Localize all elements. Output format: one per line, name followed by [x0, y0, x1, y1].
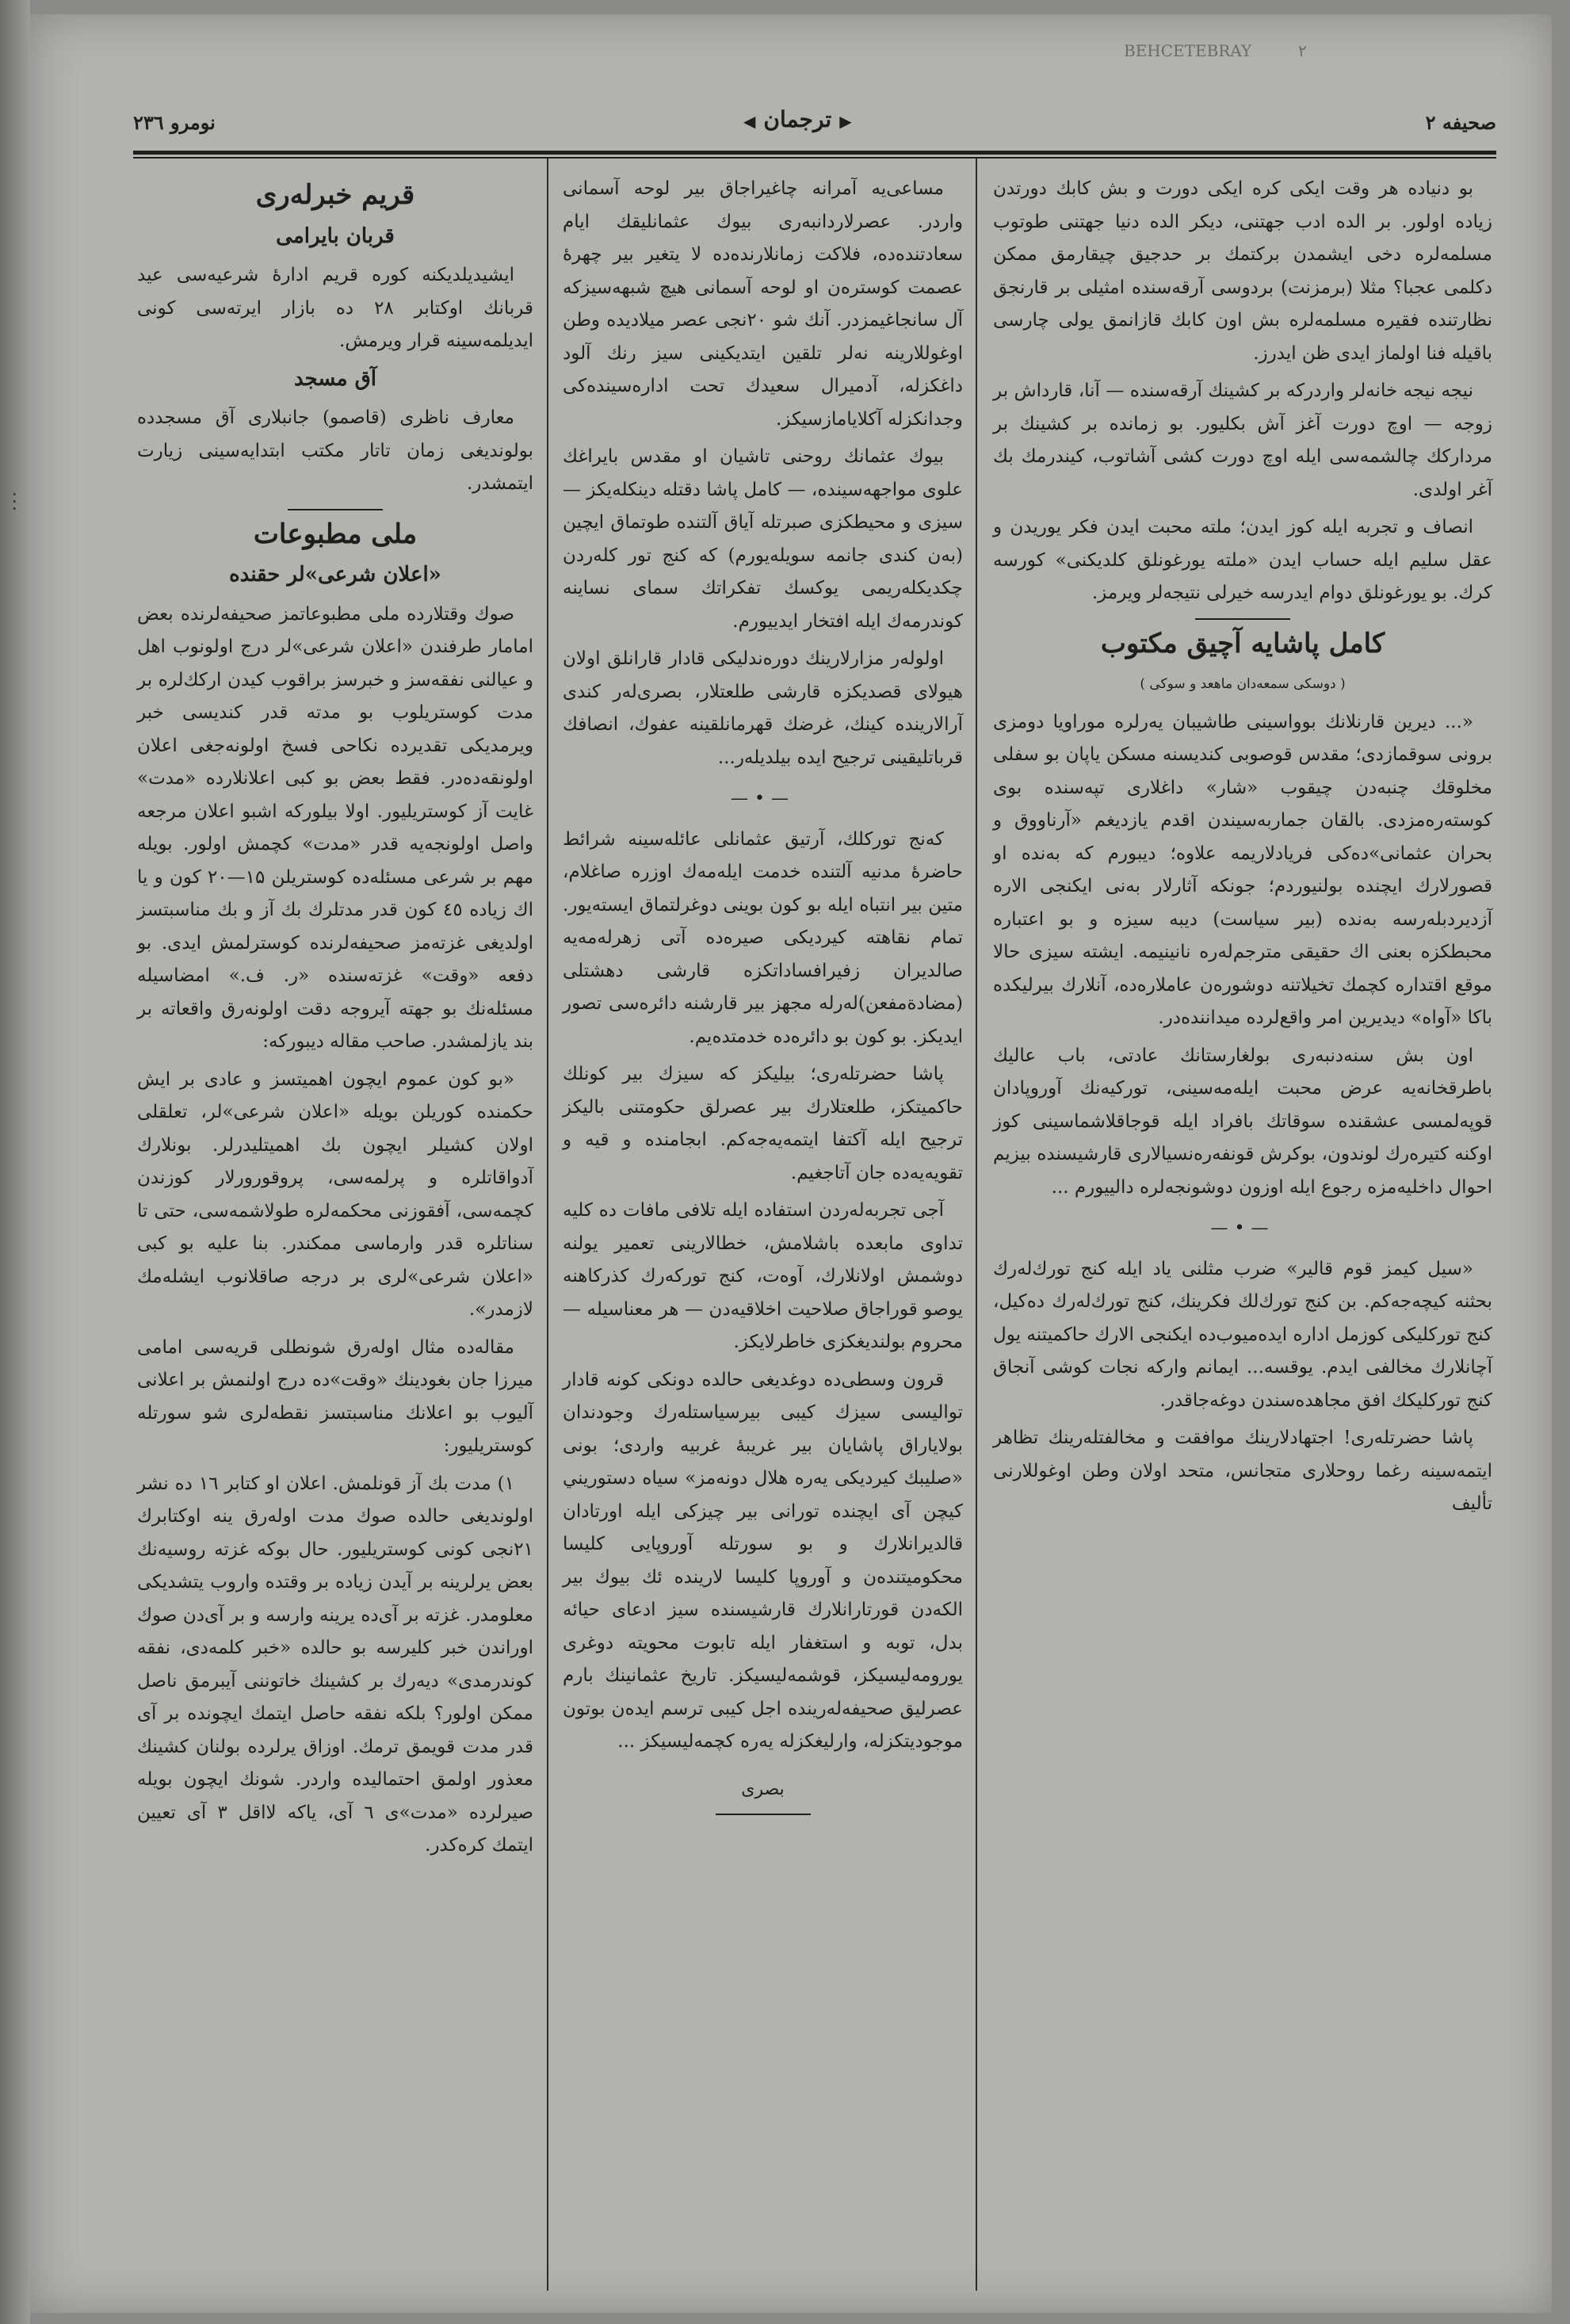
paragraph: «بو كون عموم ايچون اهميتسز و عادى بر ايش حكمنده كوريلن بويله «اعلان شرعى»لر، تعلقلى اولان كشيلر ايچون بك اهميتليدرلر. بونلارك آدواقاتلره و پرلمه‌سى، پروقورورلار كوزندن كچمه‌سى، آفقوزنى محكمه‌لره طولاشمه‌سى، حتى تا سناتلره قدر وارماسى ممكندر. بنا عليه بو كبى «اعلان شرعى»لرى بر درجه صاقلانوب ايشلەمك لازمدر». [137, 1068, 533, 1320]
paragraph: كەنج توركلك، آرتيق عثمانلى عائله‌سينه شرائط حاضرهٔ مدنيه آلتنده خدمت ايله‌مەك اوزره صاغلام، متين بير انتباه ايله بو كون بوينى دوغرلتماق ايستەيور. تمام نقاهته كيرديكى صيره‌ده آتى زهرله‌مەيه صالديران زفيرافساداتكزه قارشى دهشتلى (مضادةمفعن)لەرله مجهز بير قارشنه دائره‌سى تصور ايديكز. بو كون بو دائره‌ده خدمتده‌يم. [563, 828, 963, 1047]
header-rule-thin [133, 157, 1496, 159]
section-divider [1195, 618, 1290, 620]
page-number: صحيفه ۲ [1425, 111, 1496, 134]
subheading: آق مسجد [294, 366, 376, 391]
issue-number: نومرو ۲۳٦ [133, 111, 216, 134]
header-rule [133, 151, 1496, 155]
paragraph: پاشا حضرتلەرى! اجتهادلارينك موافقت و مخالفتلەرينك تظاهر ايتمه‌سينه رغما روحلارى متجانس، متحد اولان وطن اوغوللارنى تأليف [993, 1428, 1492, 1514]
section-title-press: ملى مطبوعات [253, 518, 418, 550]
side-margin-text: ... [9, 491, 29, 513]
top-faint-text: BEHCETEBRAY [1124, 41, 1252, 60]
paragraph: اون بش سنه‌دنبەرى بولغارستانك عادتى، باب عاليك باطرقخانه‌يه عرض محبت ايله‌مه‌سينى، توركيه‌نك آوروپادان قوپه‌لمسى عشقنده سوقاتك بافراد ايله قوجاقلاشماسينى كوز اوكنه كتيره‌رك لوندون، بوكرش قونفه‌ره‌نسيالارى قارشيسنده بيزيم احوال داخليه‌مزه رجوع ايله اوزون دوشونجه‌لره دالييورم ... [993, 1045, 1492, 1198]
section-divider [288, 509, 383, 510]
paragraph: قرون وسطى‌ده دوغديغى حالده دونكى كونه قادار تواليسى سيزك كيبى بيرسياستلەرك وجودندان بولاياراق پاشايان بير غريبهٔ غربيه واردى؛ بونى «صليبك كيرديكى يه‌ره هلال دونه‌مز» سياه دستوريني كيچن آى ايچنده تورانى بير چيزكى ايله اورتادان قالديرانلارك و بو سورتله آوروپايى كليسا محكوميتندەن و آوروپا كليسا لاريندە ئك بيوك بير الكه‌دن قورتارانلارك قارشيسنده سيز ادعاى حيائه بدل، توبه و استغفار ايله تابوت محويته دوغرى يورومه‌ليسيكز، قوشمه‌ليسيكز. تاريخ عثمانينك بارم عصرليق صحيفه‌لەرينده اجل كيبى ترسم ايدەن بوتون موجوديتكزله، وارليغكزله يه‌ره كچمه‌ليسيكز ... [563, 1369, 963, 1752]
column-right [993, 173, 1492, 1526]
separator: —•— [731, 789, 795, 808]
page-header [133, 101, 1496, 149]
article-end-rule [716, 1814, 811, 1815]
separator: —•— [1210, 1218, 1275, 1238]
paragraph: انصاف و تجربه ايله كوز ايدن؛ ملته محبت ايدن فكر يوريدن و عقل سليم ايله حساب ايدن «ملته يورغونلق كلديكنى» كورسه كرك. بو يورغونلق دوام ايدرسه خيرلى نتيجه‌لر ويرمز. [993, 517, 1492, 603]
section-title-crimea: قريم خبرلەرى [255, 179, 415, 211]
subheading: «اعلان شرعى»لر حقنده [229, 563, 441, 587]
paragraph: ايشيديلديكنه كوره قريم ادارهٔ شرعيه‌سى عيد قربانك اوكتابر ۲۸ ده بازار ايرتەسى كونى ايديلمه‌سينه قرار ويرمش. [137, 265, 533, 351]
paragraph: بيوك عثمانك روحنى تاشيان او مقدس بايراغك علوى مواجهه‌سينده، — كامل پاشا دقتله دينكله‌يكز — سيزى و محيطكزى صبرتله آياق آلتنده طوتماق ايچين (بەن كندى جانمه سويله‌يورم) كه كنج تور كله‌ردن چكديكله‌ريمى يوكسك تفكراتك سماى نساينه كوندرمه‌ك ايله افتخار ايدييورم. [563, 446, 963, 632]
paragraph: معارف ناظرى (قاصمو) جانبلارى آق مسجدده بولونديغى زمان تاتار مكتب ابتدايه‌سينى زيارت ايتمشدر. [137, 407, 533, 494]
paragraph: پاشا حضرتلەرى؛ بيليكز كه سيزك بير كونلك حاكميتكز، طلعتلارك بير عصرلق حكومتنى باليكز ترجيح ايله آكتفا ايتمه‌يه‌جه‌كم. ابجامنده و قيه و تقويه‌يه‌ده جان آتاجغيم. [563, 1064, 963, 1183]
paragraph: اولولەر مزارلارينك دوره‌ندليكى قادار قارانلق اولان هيولاى قصديكزه قارشى طلعتلار، بصرى‌لەر كندى آرالارينده كينك، غرضك قهرمانلقينه عفوك، انصافك قرباتليقينى ترجيح ايده بيلديلەر... [563, 648, 963, 768]
paragraph: مساعى‌يه آمرانه چاغيراجاق بير لوحه آسمانى واردر. عصرلاردانبەرى بيوك عثمانليقك ايام سعادتنده‌ده، فلاكت زمانلارنده‌ده لا يتغير بير چهرهٔ عصمت كوسترەن او لوحه آسمانى هيچ شبهه‌سيزكه آل سانجاغيمزدر. آنك شو ۲۰نجى عصر ميلاديده وطن اوغوللارينه نه‌لر تلقين ايتديكينى سيز رنك آلود داغكزله، آدميرال سعيدك تحت اداره‌سينده‌كى وجدانكزله آكلايامازسيكز. [563, 178, 964, 430]
column-middle [563, 173, 963, 1823]
newspaper-name: ▶ ترجمان ◀ [735, 106, 860, 132]
paragraph: «سيل كيمز قوم قالير» ضرب مثلنى ياد ايله كنج تورك‌لەرك بحثنه كيچه‌جه‌كم. بن كنج تورك‌لك فكرينك، كنج تورك‌لەرك ده‌كيل، كنج توركليكى كوزمل اداره ايده‌ميوب‌ده ايكنجى الارك حاكميتنه يول آچانلارك مخالفى ايدم. يوقسه... ايمانم واركه نجات كوشى آنجاق كنج توركليكك افق مجاهده‌سندن دوغه‌جاقدر. [993, 1258, 1492, 1411]
top-faint-number: ۲ [1298, 41, 1307, 60]
column-left [137, 173, 533, 1867]
article-title: كامل پاشايه آچيق مكتوب [1100, 627, 1385, 659]
signature: بصرى [741, 1779, 785, 1799]
column-divider-right [976, 159, 977, 2291]
article-subtitle: ( دوسكى سمعه‌دان ماهعد و سوكى ) [1140, 676, 1346, 692]
column-divider-left [547, 159, 548, 2291]
paragraph: صوك وقتلارده ملى مطبوعاتمز صحيفه‌لرنده بعض امامار طرفندن «اعلان شرعى»لر درج اولونوب اهل و عيالنى نفقه‌سز و خبرسز براقوب كيدن اركك‌لره بر مدت كوستريلوب بو مدته قدر كنديسى خبر ويرمديكى تقديرده نكاحى فسخ اولونه‌جغى اعلان اولونقه‌ده‌در. فقط بعض بو كبى اعلانلارده «مدت» غايت آز كوستريليور. اولا بيلوركه اشبو اعلان مرجعه واصل اولونجه‌يه قدر «مدت» كچمش اولور. بويله مهم بر شرعى مسئله‌ده كوستريلن ۱۵—۲۰ كون و يا اك زياده ٤٥ كون قدر مدتلرك بك آز و بك مناسبتسز اولديغى غزته‌مز صحيفه‌لرنده كوسترلمش ايدى. بو دفعه «وقت» غزته‌سنده «ر. ف.» امضاسيله مسئله‌نك بو جهته آيروجه دقت اولونه‌رق واقعاته بر بند يازلمشدر. صاحب مقاله ديبوركه: [137, 603, 533, 1052]
paragraph: ۱) مدت بك آز قونلمش. اعلان او كتابر ۱٦ ده نشر اولونديغى حالده صوك مدت اولەرق ينه اوكتابرك ۲۱نجى كونى كوستريليور. حال بوكه غزته روسيه‌نك بعض يرلرينه بر آيدن زياده بر وقتده واروب يتشديكى معلومدر. غزته بر آى‌ده يرينه وارسه و بر آى‌دن صوك اوراندن خبر كليرسه بو حالده «خبر كلمه‌دى، نفقه كوندرمدى» ديەرك بر كشينك خاتوننى آيبرمق ناصل ممكن اولور؟ بلكه نفقه حاصل ايتمك ايچونده بر آى قدر مدت قويمق ترمك. اوزاق يرلرده بولنان كشينك معذور اولمق احتماليده واردر. شونك ايچون بويله صيرلرده «مدت»ى ٦ آى، ياكه لااقل ۳ آى تعيين ايتمك كرەكدر. [137, 1473, 534, 1856]
paragraph: «... ديرين قارنلانك بوواسينى طاشيبان يه‌رلره موراويا دومزى برونى سوقمازدى؛ مقدس قوصوبى كنديسنه مسكن ياپان بو سفلى مخلوقك چنبه‌دن چيقوب «شار» داغلارى تپه‌سنده بوى كوسته‌ره‌مزدى. بالقان جماربه‌سيندن اقدم يازديغم «آرناووق و بحران عثمانى»ده‌كى فريادلاريمه علاوه؛ ديبورم كه بەنده او قصورلارك ايچنده بولنيوردم؛ جونكه آثارلار بەنى ايكنجى الاره آزديردبلەرسه بەنده (بير سياست) ديبه سيزه و بو اعتباره محبطكزه بعنى اك حقيقى مترجم‌لەره نانينيمه. ايشته سيزى حالا موقع اقتداره كچمك تخيلاتنه دوشوره‌ن عاملاره‌ده، آنلارك بيرليكده باكا «آواه» ديديرين امر واقع‌لرده ميداننده‌در. [993, 711, 1492, 1028]
paragraph: آجى تجربه‌لەردن استفاده ايله تلافى مافات ده كليه تداوى مابعده باشلامش، خطالارينى تعمير يولنه دوشمش اولانلارك، آوەت، كنج توركه‌رك كذركاهنه يوصو قوراجاق صلاحيت اخلاقيه‌دن — هر معناسيله — محروم بولنديغكزى خاطرلايكز. [563, 1200, 963, 1352]
top-faint-strip [78, 14, 1552, 78]
paragraph: مقاله‌ده مثال اولەرق شونطلى قريه‌سى امامى ميرزا جان بغودينك «وقت»ده درج اولنمش بر اعلانى آليوب بو اعلانك مناسبتسز نقطه‌لرى شو سورتله كوستريليور: [137, 1336, 533, 1456]
binding-edge [0, 0, 30, 2324]
subheading: قربان بايرامى [276, 224, 395, 248]
newspaper-page [30, 14, 1552, 2313]
paragraph: بو دنياده هر وقت ايكى كره ايكى دورت و بش كابك دورتدن زياده اولور. بر الده ادب جهتنى، ديكر الده دنيا جهتنى طوتوب مسلمه‌لره دخى ايشمدن بركتمك بر حدجيق چيقارمق ممكن دكلمى عجبا؟ مثلا (برمزنت) بردوسى آرقه‌سنده امثيلى بر قارنجق نظارتنده فقيره مسلمه‌لره بش اون كابك قازانمق يولى چارسى باقيله فنا اولماز ايدى ظن ايدرز. [993, 178, 1492, 364]
paragraph: نيجه نيجه خانه‌لر واردركه بر كشينك آرقه‌سنده — آنا، قارداش بر زوجه — اوچ دورت آغز آش بكليور. بو زمانده بر كشينك بر مرداركك چالشمه‌سى ايله اوچ دورت كشى آشاتوب، كيندرمك بك آغر اولدى. [993, 380, 1492, 500]
